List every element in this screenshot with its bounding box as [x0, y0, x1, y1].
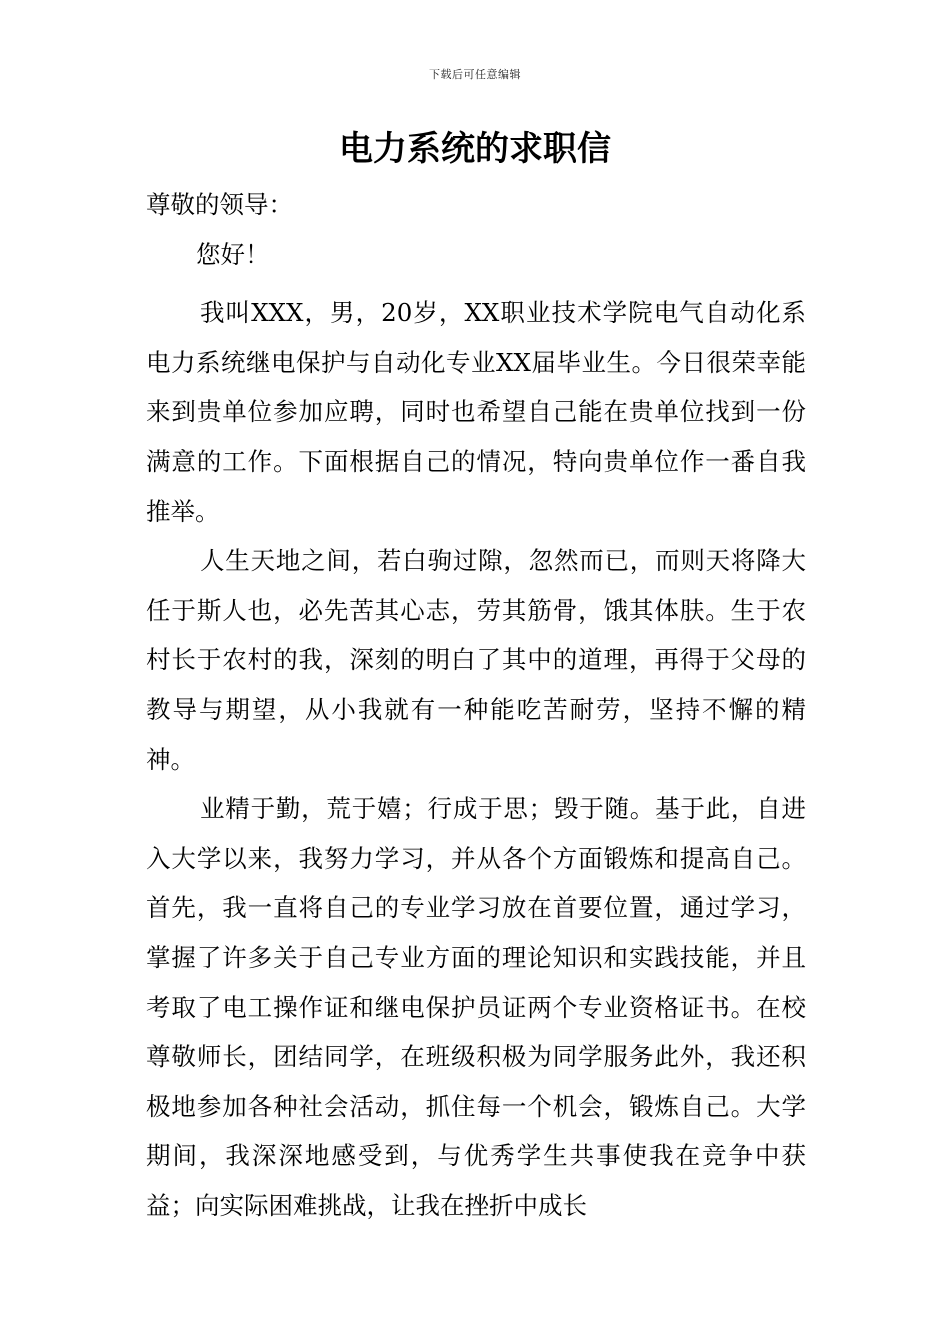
- letter-body: [146, 180, 806, 1230]
- greeting: 您好！: [196, 239, 270, 269]
- header-note: 下载后可任意编辑: [429, 68, 521, 81]
- paragraph-background: 人生天地之间，若白驹过隙，忽然而已，而则天将降大任于斯人也，必先苦其心志，劳其筋骨，饿其体肤。生于农村长于农村的我，深刻的明白了其中的道理，再得于父母的教导与期望，从小我就有一种能吃苦耐劳，坚持不懈的精神。: [146, 546, 806, 774]
- paragraph-education: 业精于勤，荒于嬉；行成于思；毁于随。基于此，自进入大学以来，我努力学习，并从各个方面锻炼和提高自己。首先，我一直将自己的专业学习放在首要位置，通过学习，掌握了许多关于自己专业方面的理论知识和实践技能，并且考取了电工操作证和继电保护员证两个专业资格证书。在校尊敬师长，团结同学，在班级积极为同学服务此外，我还积极地参加各种社会活动，抓住每一个机会，锻炼自己。大学期间，我深深地感受到，与优秀学生共事使我在竞争中获益；向实际困难挑战，让我在挫折中成长: [146, 794, 806, 1220]
- paragraph-introduction: 我叫XXX，男，20岁，XX职业技术学院电气自动化系电力系统继电保护与自动化专业XX届毕业生。今日很荣幸能来到贵单位参加应聘，同时也希望自己能在贵单位找到一份满意的工作。下面根据自己的情况，特向贵单位作一番自我推举。: [146, 298, 806, 526]
- salutation: 尊敬的领导：: [146, 190, 293, 219]
- document-title: 电力系统的求职信: [339, 129, 611, 169]
